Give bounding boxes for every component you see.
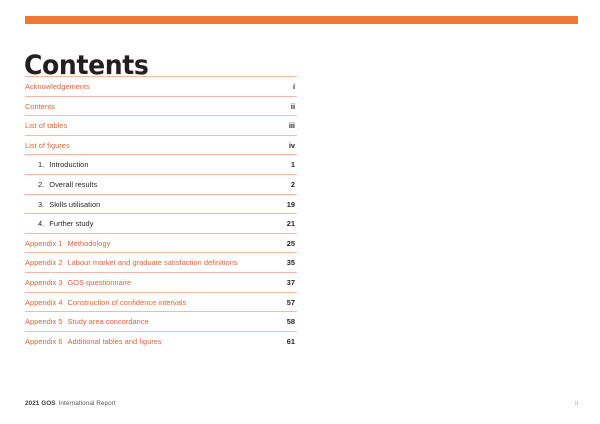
- toc-entry[interactable]: [25, 174, 297, 194]
- toc-entry-label: [25, 239, 110, 248]
- toc-entry-page-number: 1: [290, 160, 295, 170]
- toc-entry-prefix: 1.: [38, 160, 45, 170]
- toc-entry-page-number: 57: [286, 297, 295, 307]
- toc-entry-title: Overall results: [49, 179, 98, 189]
- toc-entry-prefix: Appendix 3: [25, 277, 63, 287]
- page-title: Contents: [24, 50, 149, 82]
- toc-entry-prefix: Appendix 4: [25, 297, 63, 307]
- page-footer: [25, 400, 578, 407]
- toc-entry[interactable]: [25, 135, 297, 155]
- toc-entry-label: [25, 337, 162, 346]
- toc-entry-prefix: Appendix 1: [25, 238, 63, 248]
- toc-entry-label: [25, 102, 55, 111]
- footer-page-number: ii: [575, 400, 578, 407]
- toc-entry-label: [25, 160, 89, 169]
- toc-entry-page-number: 35: [286, 258, 295, 268]
- toc-entry-title: Construction of confidence intervals: [67, 297, 187, 307]
- accent-rule: [25, 16, 578, 24]
- toc-entry-prefix: 4.: [38, 219, 45, 229]
- toc-entry-prefix: Appendix 6: [25, 336, 63, 346]
- toc-entry[interactable]: [25, 292, 297, 312]
- toc-entry-page-number: 25: [286, 238, 295, 248]
- toc-entry-title: GOS questionnaire: [67, 277, 132, 287]
- toc-entry-title: Labour market and graduate satisfaction definitions: [67, 258, 238, 268]
- toc-entry-page-number: iv: [288, 140, 295, 150]
- toc-entry-title: Contents: [25, 101, 55, 111]
- toc-entry-title: Introduction: [49, 160, 89, 170]
- toc-entry-page-number: 37: [286, 277, 295, 287]
- toc-entry-prefix: 3.: [38, 199, 45, 209]
- toc-entry-label: [25, 258, 238, 267]
- toc-entry[interactable]: [25, 76, 297, 96]
- toc-entry-label: [25, 180, 97, 189]
- toc-entry-page-number: i: [292, 82, 295, 91]
- toc-entry[interactable]: [25, 233, 297, 253]
- toc-entry-label: [25, 200, 100, 209]
- toc-entry-title: Acknowledgements: [25, 82, 90, 91]
- toc-entry-page-number: 2: [290, 179, 295, 189]
- toc-entry[interactable]: [25, 311, 297, 331]
- footer-report-title: International Report: [58, 400, 116, 407]
- table-of-contents: [25, 76, 297, 350]
- toc-entry-title: Skills utilisation: [49, 199, 101, 209]
- toc-entry-page-number: 61: [286, 336, 295, 346]
- toc-entry-title: Methodology: [67, 238, 111, 248]
- toc-entry-title: Additional tables and figures: [67, 336, 162, 346]
- toc-entry[interactable]: [25, 272, 297, 292]
- toc-entry-label: [25, 121, 67, 130]
- toc-entry-title: List of figures: [25, 140, 70, 150]
- toc-entry[interactable]: [25, 115, 297, 135]
- footer-brand: 2021 GOS: [25, 400, 56, 407]
- toc-entry-prefix: 2.: [38, 179, 45, 189]
- toc-entry-title: List of tables: [25, 121, 68, 131]
- toc-entry-label: [25, 141, 70, 150]
- toc-entry-label: [25, 82, 90, 91]
- toc-entry-prefix: Appendix 5: [25, 317, 63, 327]
- toc-entry-title: Study area concordance: [67, 317, 149, 327]
- toc-entry-label: [25, 317, 149, 326]
- toc-entry[interactable]: [25, 331, 297, 351]
- toc-entry-label: [25, 219, 93, 228]
- toc-entry-page-number: 58: [286, 317, 295, 327]
- toc-entry-page-number: ii: [290, 101, 295, 111]
- toc-entry-title: Further study: [49, 219, 94, 229]
- toc-entry[interactable]: [25, 194, 297, 214]
- toc-entry-page-number: 19: [286, 199, 295, 209]
- toc-entry-page-number: 21: [286, 219, 295, 229]
- toc-entry-page-number: iii: [288, 121, 295, 131]
- footer-report-line: [25, 400, 116, 407]
- toc-entry-prefix: Appendix 2: [25, 258, 63, 268]
- toc-entry[interactable]: [25, 154, 297, 174]
- toc-entry[interactable]: [25, 96, 297, 116]
- toc-entry[interactable]: [25, 213, 297, 233]
- toc-entry-label: [25, 298, 186, 307]
- toc-entry-label: [25, 278, 131, 287]
- toc-entry[interactable]: [25, 252, 297, 272]
